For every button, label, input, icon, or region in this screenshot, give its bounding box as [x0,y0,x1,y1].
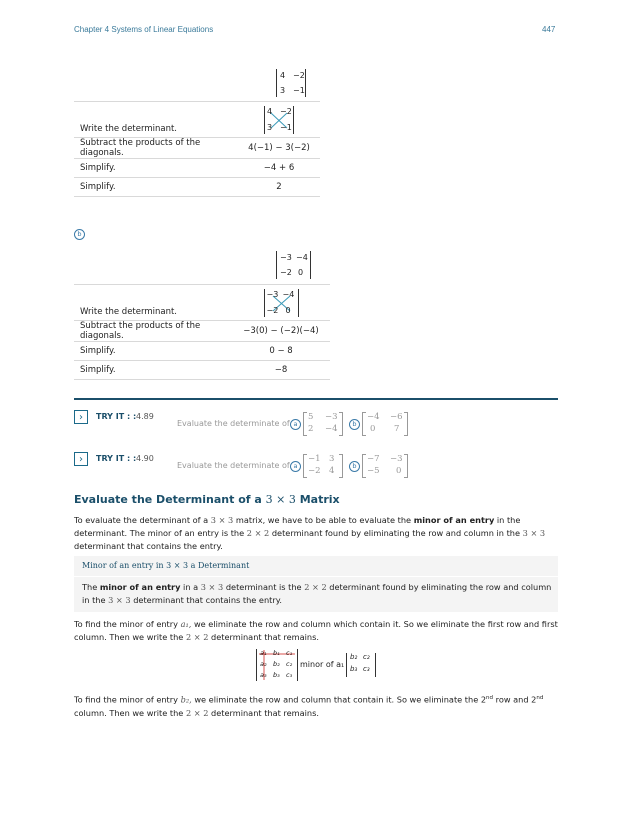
example-b-table [74,285,330,380]
table-row: Write the determinant. −3 −4 −2 0 [74,285,330,321]
try-it-a-matrix: −1 3 −2 4 [303,454,343,478]
try-it-number: 4.90 [136,454,154,463]
try-it-prompt: Evaluate the determinate of [177,461,290,470]
example-a-matrix: 4 −2 3 −1 [276,69,306,97]
try-it-number: 4.89 [136,412,154,421]
chapter-title: Chapter 4 Systems of Linear Equations [74,25,214,34]
table-row: Simplify. 0 − 8 [74,342,330,361]
determinant-diagonals-a: 4 −2 3 −1 [264,106,294,134]
try-it-b-matrix: −7 −3 −5 0 [362,454,408,478]
table-row: Simplify. −8 [74,361,330,380]
try-it-expand-button-2[interactable]: › [74,452,88,466]
example-b-matrix: −3 −4 −2 0 [276,251,311,279]
table-row: Simplify. 2 [74,178,320,197]
minor-a1-paragraph: To find the minor of entry a₁, we eliminate the row and column which contain it. So we eliminate the first row and first column. Then we write the 2 × 2 determinant that remains. [74,619,558,642]
table-row: Subtract the products of the diagonals. −3(0) − (−2)(−4) [74,321,330,342]
section-divider [74,398,558,400]
table-row: Simplify. −4 + 6 [74,159,320,178]
definition-title: Minor of an entry in 3 × 3 a Determinant [82,561,250,570]
try-it-b-matrix: −4 −6 0 7 [362,412,408,436]
table-row: Subtract the products of the diagonals. 4(−1) − 3(−2) [74,138,320,159]
section-heading: Evaluate the Determinant of a 3 × 3 Matrix [74,493,340,506]
example-b-marker: b [74,229,85,240]
try-it-a-marker: a [290,419,301,430]
try-it-b-marker: b [349,461,360,472]
example-a-table [74,102,320,197]
page-number: 447 [542,25,556,34]
three-by-three-determinant: a₁ b₁ c₁ a₂ b₂ c₂ a₃ b₃ c₃ [256,649,298,681]
determinant-diagonals-b: −3 −4 −2 0 [264,289,299,317]
minor-of-label: minor of a₁ [300,660,345,669]
minor-determinant: b₂ c₂ b₃ c₃ [346,653,376,677]
table-row: Write the determinant. 4 −2 3 −1 [74,102,320,138]
try-it-prompt: Evaluate the determinate of [177,419,290,428]
try-it-b-marker: b [349,419,360,430]
minor-b2-paragraph: To find the minor of entry b₂, we eliminate the row and column that contain it. So we eliminate the 2nd row and 2nd column. Then we write the 2 × 2 determinant that remains. [74,694,544,718]
try-it-a-marker: a [290,461,301,472]
try-it-a-matrix: 5 −3 2 −4 [303,412,343,436]
intro-paragraph: To evaluate the determinant of a 3 × 3 matrix, we have to be able to evaluate the minor of an entry in the determinant. The minor of an entry is the 2 × 2 determinant found by eliminating the row and column in the 3 × 3 determinant that contains the entry. [74,515,546,551]
try-it-label: TRY IT : : [96,454,137,463]
definition-text: The minor of an entry in a 3 × 3 determinant is the 2 × 2 determinant found by eliminating the row and column in the 3 × 3 determinant that contains the entry. [82,582,552,605]
try-it-label: TRY IT : : [96,412,137,421]
try-it-expand-button-1[interactable]: › [74,410,88,424]
definition-box [74,556,558,612]
